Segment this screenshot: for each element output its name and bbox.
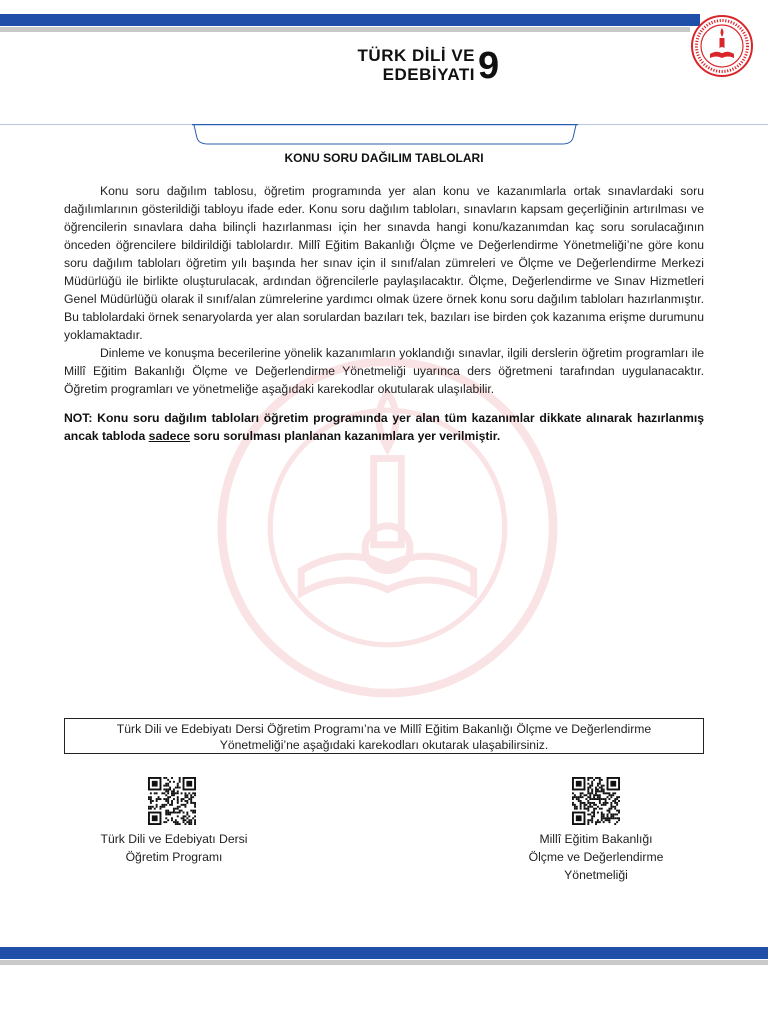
qr-right-caption-line3: Yönetmeliği — [564, 868, 628, 882]
qr-code-icon[interactable] — [572, 777, 620, 825]
note-text-after: soru sorulması planlanan kazanımlara yer verilmiştir. — [190, 429, 501, 443]
qr-right-caption-line1: Millî Eğitim Bakanlığı — [539, 832, 653, 846]
qr-code-icon[interactable] — [148, 777, 196, 825]
body-text — [64, 182, 704, 398]
note-paragraph — [64, 409, 704, 445]
course-title-line1: TÜRK DİLİ VE — [357, 46, 475, 65]
course-title-line2: EDEBİYATI — [382, 65, 475, 84]
header-gray-stripe — [0, 27, 690, 32]
section-title: KONU SORU DAĞILIM TABLOLARI — [284, 151, 484, 165]
qr-right-caption — [486, 830, 706, 884]
footer-gray-stripe — [0, 960, 768, 965]
info-box-line2: Yönetmeliği’ne aşağıdaki karekodları okutarak ulaşabilirsiniz. — [219, 738, 549, 752]
qr-left-caption-line2: Öğretim Programı — [125, 850, 223, 864]
note-underlined-word: sadece — [148, 429, 191, 443]
paragraph-1: Konu soru dağılım tablosu, öğretim programında yer alan konu ve kazanımlarla ortak sınavlardaki soru dağılımlarının gösterildiği tabloyu ifade eder. Konu soru dağılım tabloları, sınavların kapsam geçerliğinin artırılması ve öğrencilerin sınavlara daha bilinçli hazırlanması için her sınavda hangi konu/kazanımdan kaç soru sorulacağının önceden öğrencilere bildirildiği tablolardır. Millî Eğitim Bakanlığı Ölçme ve Değerlendirme Yönetmeliği’ne göre konu soru dağılım tabloları öğretim yılı başında her sınav için il sınıf/alan zümreleri ve Ölçme ve Değerlendirme Merkezi Müdürlüğü ile birlikte oluşturulacak, ardından öğrencilerle paylaşılacaktır. Ölçme, Değerlendirme ve Sınav Hizmetleri Genel Müdürlüğü olarak il sınıf/alan zümrelerine yardımcı olmak üzere örnek konu soru dağılım tabloları hazırlanmıştır. Bu tablolardaki örnek senaryolarda yer alan sorulardan bazıları tek, bazıları ise birden çok kazanıma erişme durumunu yoklamaktadır. — [64, 184, 704, 342]
qr-left-caption-line1: Türk Dili ve Edebiyatı Dersi — [100, 832, 248, 846]
meb-watermark-icon — [215, 355, 560, 700]
paragraph-2: Dinleme ve konuşma becerilerine yönelik kazanımların yoklandığı sınavlar, ilgili derslerin öğretim programları ile Millî Eğitim Bakanlığı Ölçme ve Değerlendirme Yönetmeliği uyarınca ders öğretmeni tarafından uygulanacaktır. Öğretim programları ve yönetmeliğe aşağıdaki karekodlar okutularak ulaşılabilir. — [64, 346, 704, 396]
qr-right-caption-line2: Ölçme ve Değerlendirme — [528, 850, 664, 864]
qr-info-box — [64, 718, 704, 754]
header-tab-shape — [192, 124, 578, 146]
grade-number: 9 — [478, 45, 500, 87]
info-box-line1: Türk Dili ve Edebiyatı Dersi Öğretim Programı’na ve Millî Eğitim Bakanlığı Ölçme ve Değerlendirme — [116, 722, 652, 736]
note-text-before: NOT: Konu soru dağılım tabloları öğretim programında yer alan tüm kazanımlar dikkate alınarak hazırlanmış ancak tabloda — [64, 411, 704, 443]
qr-left-caption — [64, 830, 284, 866]
header-blue-stripe — [0, 14, 700, 26]
meb-seal-icon — [690, 14, 754, 78]
footer-blue-stripe — [0, 947, 768, 959]
course-title — [300, 46, 475, 84]
